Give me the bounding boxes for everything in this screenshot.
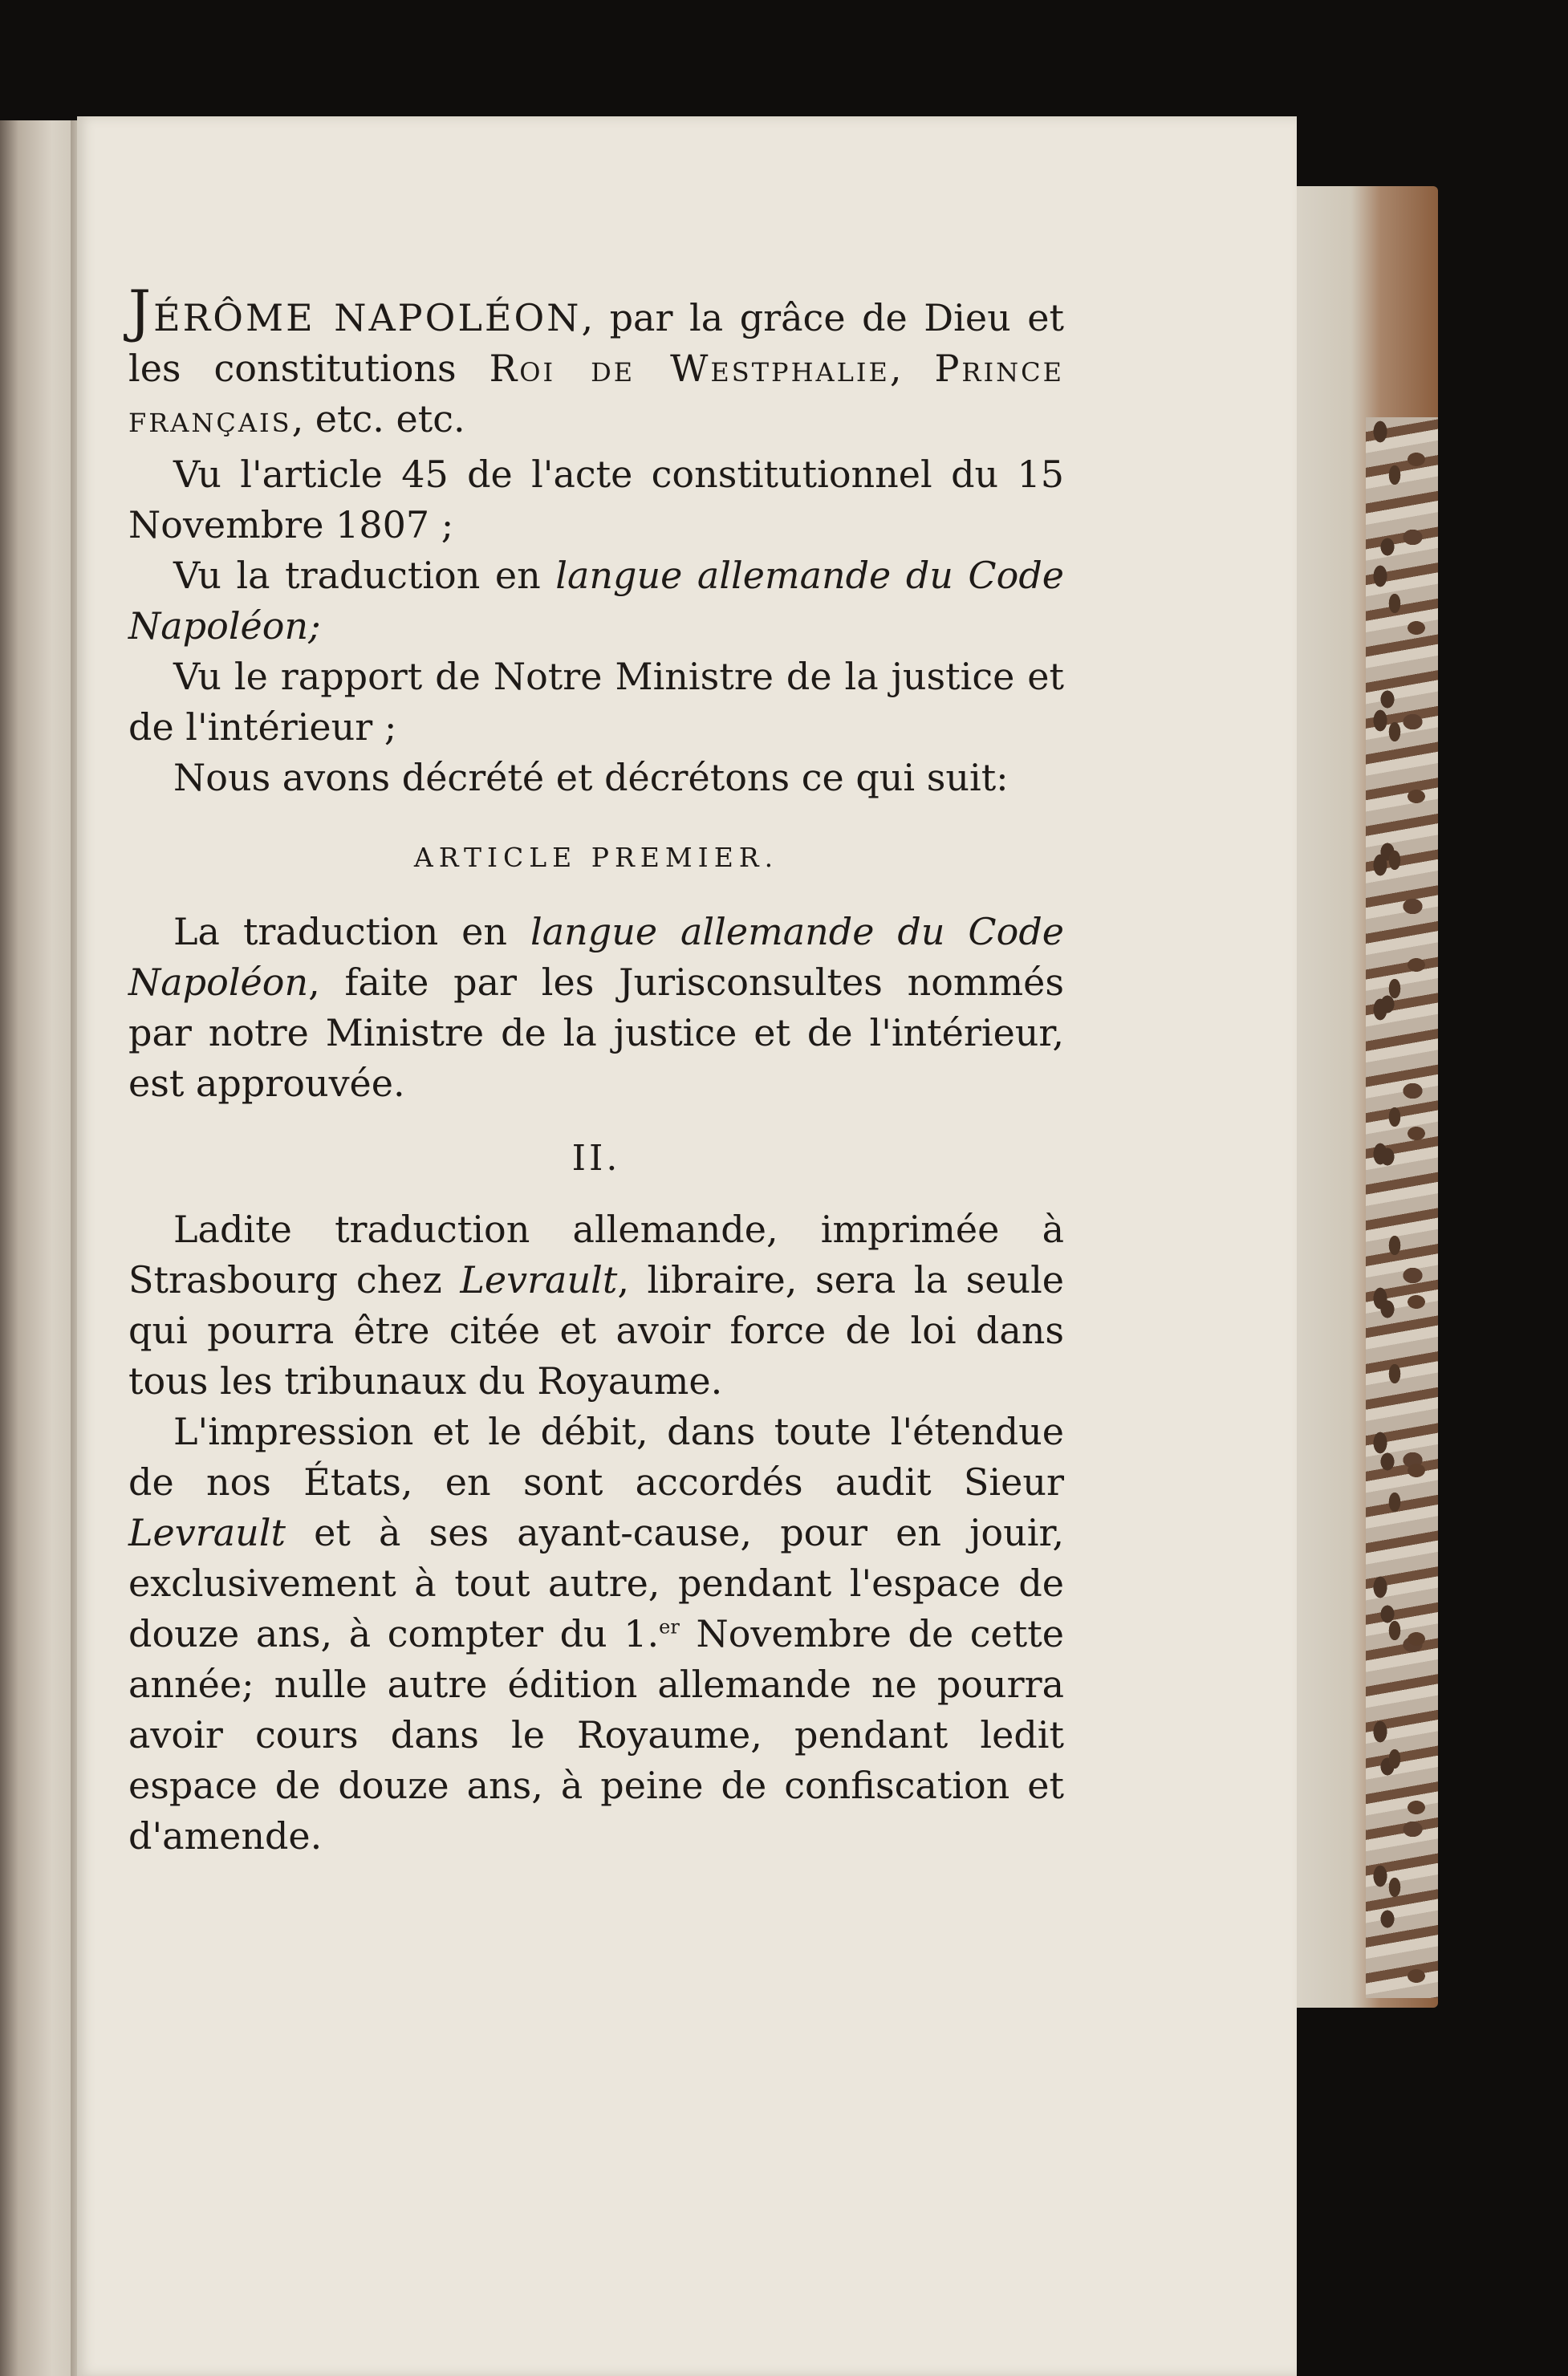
article-1-start: La traduction en xyxy=(173,910,530,953)
prince-label: Prince français xyxy=(128,347,1064,441)
title-initial: J xyxy=(128,278,154,344)
de-label: de xyxy=(555,347,671,390)
article-1-end: , faite par les Jurisconsultes nommés par notre Ministre de la justice et de l'intérieur, est approuvée. xyxy=(128,961,1064,1105)
decret-formula: Nous avons décrété et décrétons ce qui suit: xyxy=(173,756,1009,799)
article-2-p2-end: Novembre de cette année; nulle autre édition allemande ne pourra avoir cours dans le Royaume, pendant ledit espace de douze ans, à peine de confiscation et d'amende. xyxy=(128,1612,1064,1858)
preamble-intro: , par la grâce de Dieu et les constitutions xyxy=(128,296,1064,390)
article-2-p2-start: L'impression et le débit, dans toute l'étendue de nos États, en sont accordés audit Sieur xyxy=(128,1410,1064,1504)
article-2-paragraph-2 xyxy=(128,1407,1064,1862)
article-2-paragraph-1 xyxy=(128,1204,1064,1407)
title-name: ÉRÔME NAPOLÉON xyxy=(153,296,582,339)
article-1-heading: ARTICLE PREMIER. xyxy=(413,842,779,873)
marbled-endpaper xyxy=(1366,417,1438,1998)
decree-preamble xyxy=(128,278,1064,445)
etc-label: , etc. etc. xyxy=(291,397,465,441)
article-2-p1-italic: Levrault xyxy=(460,1258,618,1302)
roi-label: Roi xyxy=(489,347,556,390)
article-2-p1-end: , libraire, sera la seule qui pourra être citée et avoir force de loi dans tous les tribunaux du Royaume. xyxy=(128,1258,1065,1403)
article-2-p2-mid: et à ses ayant-cause, pour en jouir, exclusivement à tout autre, pendant l'espace de douze ans, à compter du 1. xyxy=(128,1511,1064,1655)
book-page xyxy=(77,116,1297,2376)
comma: , xyxy=(889,347,935,390)
previous-page-edge xyxy=(0,120,74,2376)
article-2-p2-italic: Levrault xyxy=(128,1511,286,1554)
considerant-traduction-italic: langue allemande du Code Napoléon; xyxy=(128,554,1064,648)
article-2-p1-start: Ladite traduction allemande, imprimée à Strasbourg chez xyxy=(128,1208,1064,1302)
considerant-traduction xyxy=(128,550,1064,652)
article-1-italic: langue allemande du Code Napoléon xyxy=(128,910,1064,1004)
considerant-rapport: Vu le rapport de Notre Ministre de la justice et de l'intérieur ; xyxy=(128,655,1064,749)
considerant-article: Vu l'article 45 de l'acte constitutionnel du 15 Novembre 1807 ; xyxy=(128,453,1064,546)
article-2-p2-sup: er xyxy=(659,1615,680,1639)
article-1-text xyxy=(128,907,1064,1109)
article-2-heading: II. xyxy=(571,1138,621,1179)
westphalie-label: Westphalie xyxy=(670,347,890,390)
page-text xyxy=(128,278,1065,1862)
considerant-traduction-start: Vu la traduction en xyxy=(173,554,556,597)
